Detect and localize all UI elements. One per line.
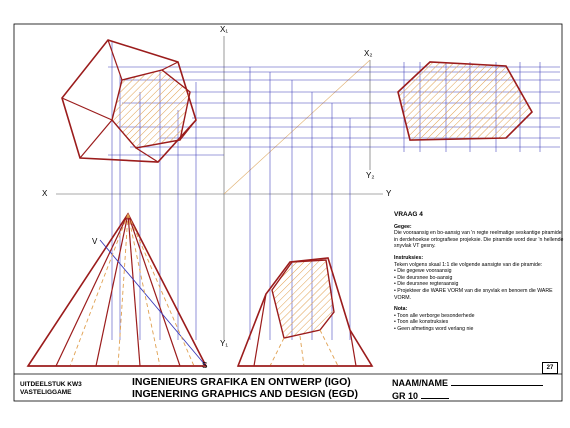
instruction-item: • Projekteer die WARE VORM van die snyvlak en benoem die WARE VORM. — [394, 288, 564, 301]
notes-title: Nota: — [394, 306, 408, 313]
axis-label-x-left: X — [42, 189, 48, 198]
question-panel — [394, 210, 564, 333]
page-number: 27 — [542, 362, 558, 374]
reference-axes — [56, 36, 383, 340]
name-label: NAAM/NAME — [392, 378, 448, 388]
axis-label-y-right: Y — [386, 189, 392, 198]
note-item: • Toon alle verborge besonderhede — [394, 313, 564, 320]
title-block-right — [392, 377, 543, 403]
course-title-afrikaans: INGENIEURS GRAFIKA EN ONTWERP (IGO) — [132, 376, 351, 388]
name-blank — [451, 385, 543, 386]
point-label-v: V — [92, 237, 98, 246]
title-block-center — [132, 376, 358, 400]
title-block-left — [20, 381, 82, 397]
instruction-item: • Die gegewe vooraansig — [394, 268, 564, 275]
instructions-list — [394, 268, 564, 301]
grade-field[interactable] — [392, 390, 543, 403]
given-text: Die vooraansig en bo-aansig van 'n regte reelmatige seskantige piramide in derdehoekse ortografiese projeksie. Die piramide word deur 'n hellende snyvlak VT gesny. — [394, 230, 564, 250]
given-title: Gegee: — [394, 223, 412, 230]
true-shape — [398, 62, 532, 140]
handout-label: UITDEELSTUK KW3 — [20, 381, 82, 388]
instruction-item: • Die deursnee bo-aansig — [394, 275, 564, 282]
front-view-pyramid — [28, 214, 206, 366]
instructions-title: Instruksies: — [394, 254, 424, 261]
grade-label: GR 10 — [392, 391, 419, 401]
point-label-s: S — [202, 361, 208, 370]
note-item: • Geen afmetings word verlang nie — [394, 326, 564, 333]
name-field[interactable] — [392, 377, 543, 390]
notes-list — [394, 313, 564, 333]
sectional-view — [238, 256, 372, 366]
instructions-intro: Teken volgens skaal 1:1 die volgende aansigte van die piramide: — [394, 261, 543, 268]
axis-label-x2: X₂ — [364, 49, 373, 58]
note-item: • Toon alle konstruksies — [394, 319, 564, 326]
question-heading: VRAAG 4 — [394, 211, 423, 218]
instruction-item: • Die deursnee regteraansig — [394, 281, 564, 288]
top-view-hexagon — [62, 40, 196, 162]
axis-label-y2: Y₂ — [366, 171, 375, 180]
subject-label: VASTELIGGAME — [20, 389, 72, 396]
grade-blank — [421, 398, 449, 399]
axis-label-y1-bottom: Y₁ — [220, 339, 229, 348]
course-title-english: INGENERING GRAPHICS AND DESIGN (EGD) — [132, 388, 358, 400]
axis-label-x1-top: X₁ — [220, 25, 229, 34]
